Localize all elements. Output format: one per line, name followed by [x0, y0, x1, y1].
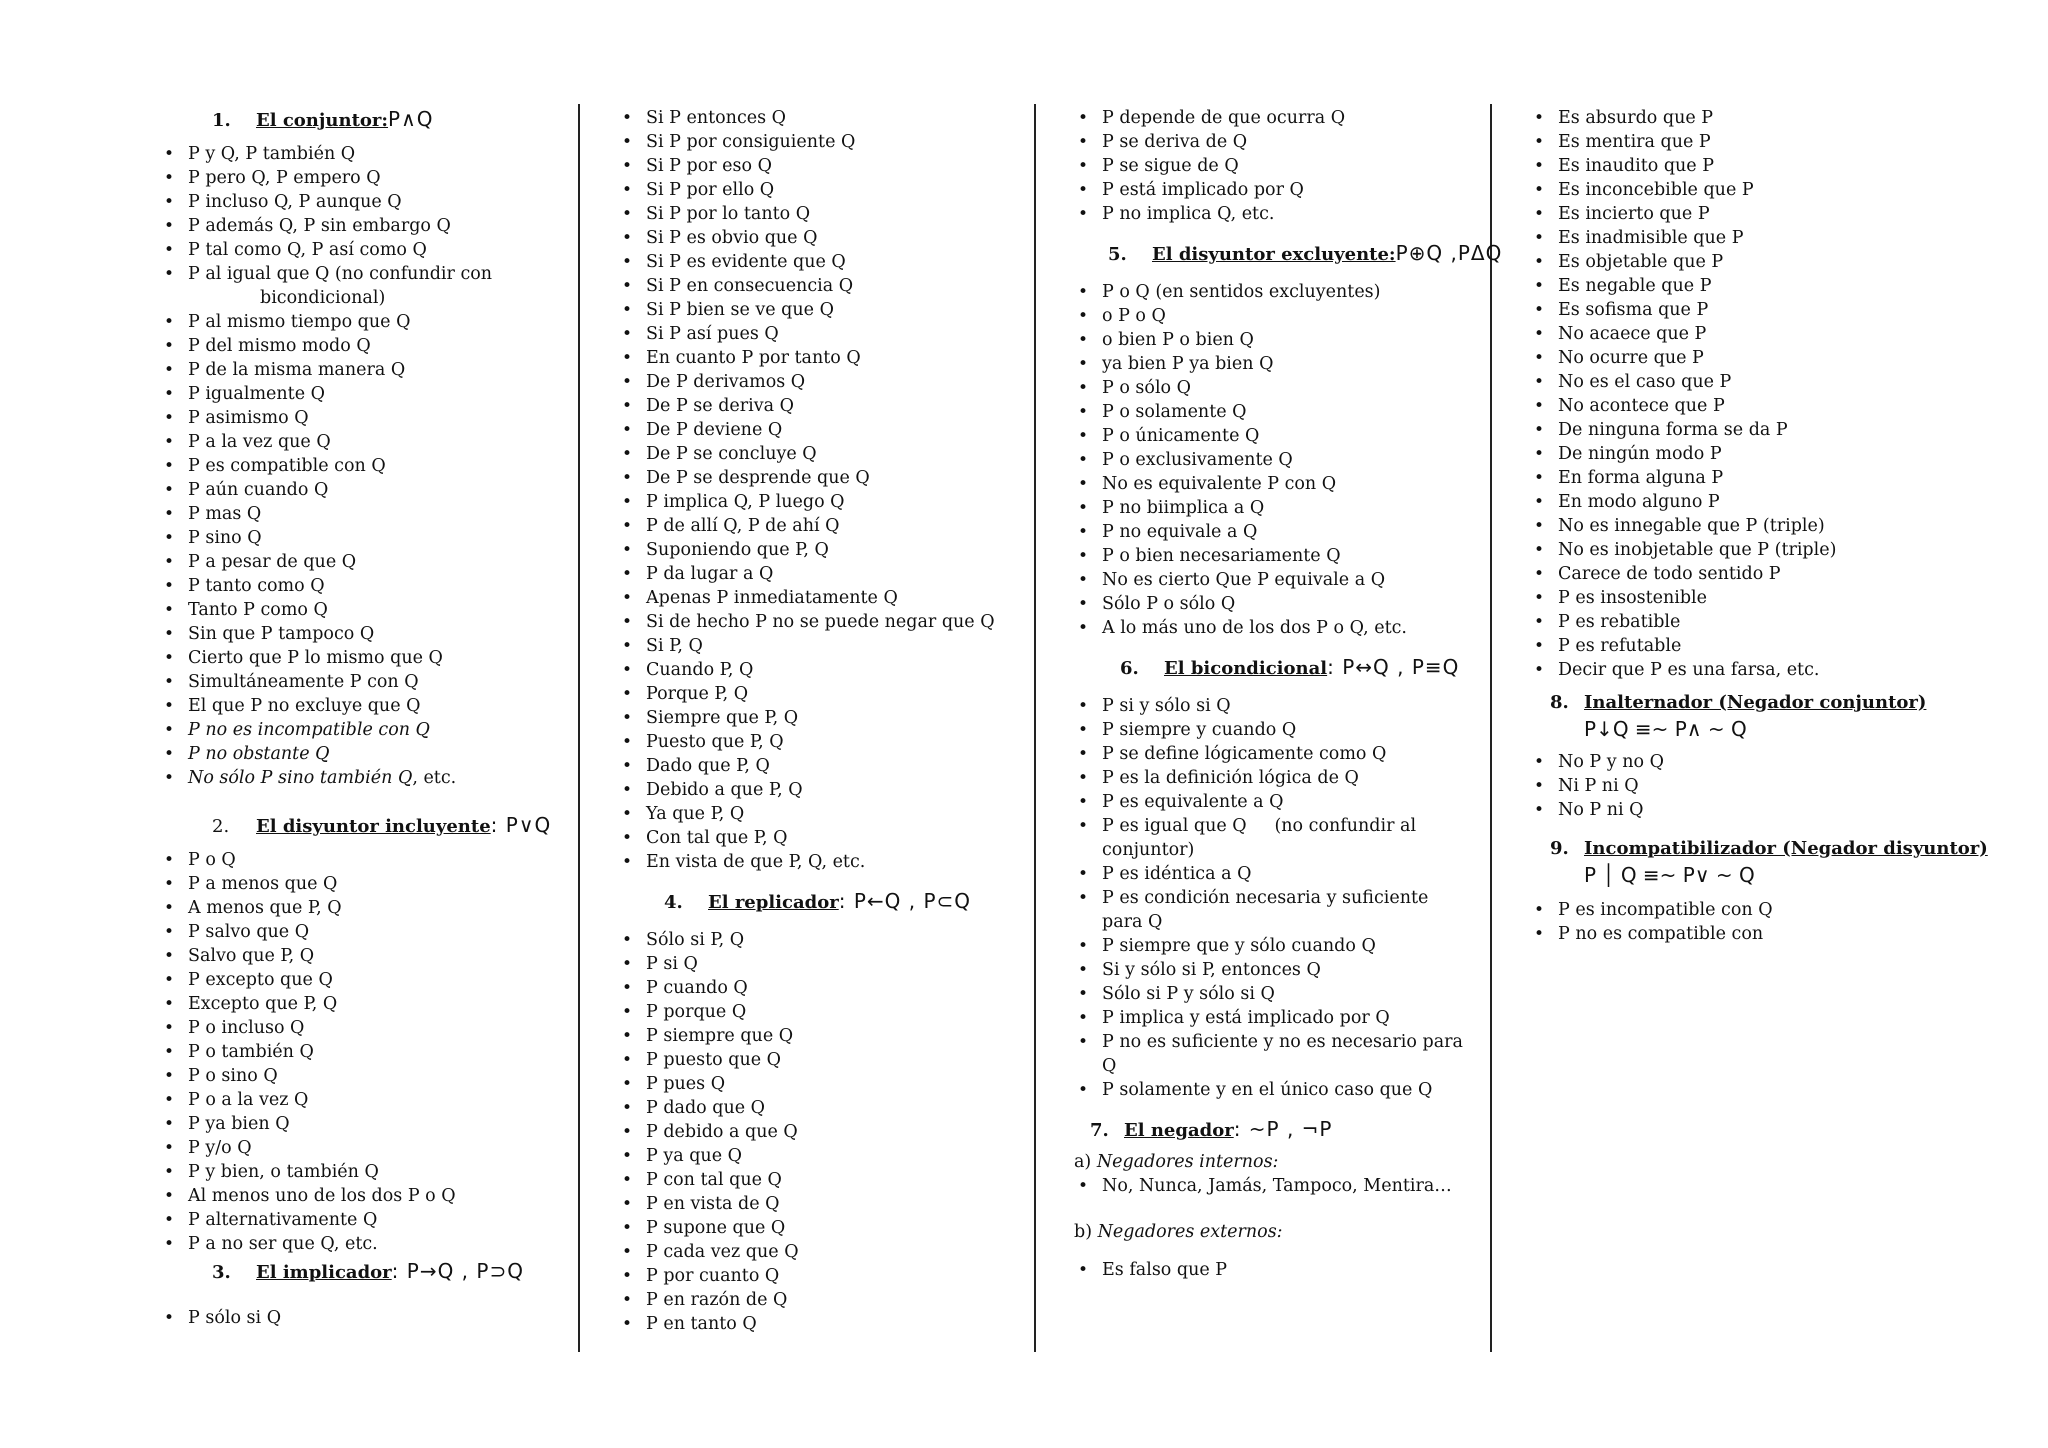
list-item: • Si P entonces Q	[618, 106, 1018, 130]
list-item: • De P se desprende que Q	[618, 466, 1018, 490]
list-item: • P debido a que Q	[618, 1120, 1018, 1144]
list-item: • P o a la vez Q	[160, 1088, 560, 1112]
list-item-continuation: Q	[1102, 1056, 1117, 1076]
list-item: • P de allí Q, P de ahí Q	[618, 514, 1018, 538]
list-item: • P en vista de Q	[618, 1192, 1018, 1216]
list-item: • P además Q, P sin embargo Q	[160, 214, 560, 238]
section-number: 5.	[1108, 244, 1127, 265]
list-item: • De P se deriva Q	[618, 394, 1018, 418]
list-item: • Es negable que P	[1530, 274, 1990, 298]
list-item: • P o también Q	[160, 1040, 560, 1064]
list-item: • De ninguna forma se da P	[1530, 418, 1990, 442]
list-item: • P no implica Q, etc.	[1074, 202, 1474, 226]
list-item: • Si P bien se ve que Q	[618, 298, 1018, 322]
list-inalternador	[1530, 750, 1990, 822]
section-heading-disyuntor-incluyente	[160, 812, 560, 838]
label-text: Negadores externos:	[1097, 1222, 1283, 1242]
list-item-italic-part: No sólo P sino también Q	[188, 768, 413, 788]
list-item: • Cuando P, Q	[618, 658, 1018, 682]
section-heading-conjuntor	[160, 106, 560, 132]
list-item: • P está implicado por Q	[1074, 178, 1474, 202]
list-item: • Si P por consiguiente Q	[618, 130, 1018, 154]
list-item: • P o bien necesariamente Q	[1074, 544, 1474, 568]
list-item: • P no es incompatible con Q	[160, 718, 560, 742]
list-item: • No ocurre que P	[1530, 346, 1990, 370]
list-item: • Es falso que P	[1074, 1258, 1474, 1282]
list-item: • P ya bien Q	[160, 1112, 560, 1136]
list-item: • P sólo si Q	[160, 1306, 560, 1330]
column-3	[1074, 106, 1503, 1282]
list-item: • P implica Q, P luego Q	[618, 490, 1018, 514]
list-implicador-cont	[618, 106, 1018, 874]
section-symbol: : P→Q , P⊃Q	[391, 1259, 524, 1283]
list-item: • P tal como Q, P así como Q	[160, 238, 560, 262]
negadores-internos-label	[1074, 1150, 1474, 1174]
section-heading-implicador	[160, 1258, 560, 1284]
list-item: • P al igual que Q (no confundir con	[160, 262, 560, 286]
section-symbol: P⊕Q ,PΔQ	[1395, 241, 1503, 265]
list-item: • P a pesar de que Q	[160, 550, 560, 574]
list-item: • Cierto que P lo mismo que Q	[160, 646, 560, 670]
list-item: • Es mentira que P	[1530, 130, 1990, 154]
list-item: • P puesto que Q	[618, 1048, 1018, 1072]
list-item: • Decir que P es una farsa, etc.	[1530, 658, 1990, 682]
list-item: • P cada vez que Q	[618, 1240, 1018, 1264]
section-number: 6.	[1120, 658, 1139, 679]
list-item: • Si P es evidente que Q	[618, 250, 1018, 274]
list-item: • Es sofisma que P	[1530, 298, 1990, 322]
list-item: • En modo alguno P	[1530, 490, 1990, 514]
list-replicador	[618, 928, 1018, 1336]
list-item: • P a la vez que Q	[160, 430, 560, 454]
list-item: • P pero Q, P empero Q	[160, 166, 560, 190]
inalternador-formula: P↓Q ≡~ P∧ ~ Q	[1584, 717, 1747, 741]
section-title: El disyuntor incluyente	[256, 816, 491, 837]
section-heading-incompatibilizador	[1530, 836, 1990, 862]
column-divider	[578, 104, 580, 1352]
list-item: • P y/o Q	[160, 1136, 560, 1160]
list-item: • Simultáneamente P con Q	[160, 670, 560, 694]
list-item: • A lo más uno de los dos P o Q, etc.	[1074, 616, 1474, 640]
list-item: • P salvo que Q	[160, 920, 560, 944]
list-item	[160, 766, 560, 790]
list-item: • Excepto que P, Q	[160, 992, 560, 1016]
list-item: • P si y sólo si Q	[1074, 694, 1474, 718]
list-item: • No es el caso que P	[1530, 370, 1990, 394]
section-heading-bicondicional	[1074, 654, 1474, 680]
list-item: • P o Q (en sentidos excluyentes)	[1074, 280, 1474, 304]
list-negadores-externos	[1074, 1258, 1474, 1282]
list-item: • P en razón de Q	[618, 1288, 1018, 1312]
list-item: • P por cuanto Q	[618, 1264, 1018, 1288]
list-item: • P si Q	[618, 952, 1018, 976]
section-number: 7.	[1090, 1120, 1109, 1141]
list-item: • De P deviene Q	[618, 418, 1018, 442]
list-item: • P y Q, P también Q	[160, 142, 560, 166]
list-item: • Es incierto que P	[1530, 202, 1990, 226]
list-item: • P sino Q	[160, 526, 560, 550]
list-item: • P incluso Q, P aunque Q	[160, 190, 560, 214]
list-item-continuation: para Q	[1102, 912, 1163, 932]
list-item: • P asimismo Q	[160, 406, 560, 430]
list-item: • o bien P o bien Q	[1074, 328, 1474, 352]
list-item: • P es incompatible con Q	[1530, 898, 1990, 922]
section-title: El implicador	[256, 1262, 392, 1283]
list-item: • No acaece que P	[1530, 322, 1990, 346]
section-title: El replicador	[708, 892, 839, 913]
list-item: • P porque Q	[618, 1000, 1018, 1024]
list-disyuntor-incluyente	[160, 848, 560, 1256]
list-item: • No, Nunca, Jamás, Tampoco, Mentira…	[1074, 1174, 1474, 1198]
list-item: • P con tal que Q	[618, 1168, 1018, 1192]
list-item: • P o solamente Q	[1074, 400, 1474, 424]
section-heading-replicador	[618, 888, 1018, 914]
list-item: • Si P así pues Q	[618, 322, 1018, 346]
list-item: • Con tal que P, Q	[618, 826, 1018, 850]
label-text: Negadores internos:	[1096, 1152, 1279, 1172]
section-title: El conjuntor:	[256, 110, 389, 131]
list-item: • P o incluso Q	[160, 1016, 560, 1040]
list-item: • Apenas P inmediatamente Q	[618, 586, 1018, 610]
list-item: • Es absurdo que P	[1530, 106, 1990, 130]
list-item: • P al mismo tiempo que Q	[160, 310, 560, 334]
list-item: • P implica y está implicado por Q	[1074, 1006, 1474, 1030]
incompatibilizador-formula: P │ Q ≡~ P∨ ~ Q	[1584, 863, 1755, 887]
list-item: • Sólo si P y sólo si Q	[1074, 982, 1474, 1006]
column-divider	[1034, 104, 1036, 1352]
section-symbol: P∧Q	[388, 107, 434, 131]
list-item: • P igualmente Q	[160, 382, 560, 406]
list-replicador-cont	[1074, 106, 1474, 226]
list-item: • P mas Q	[160, 502, 560, 526]
list-item: • P siempre que y sólo cuando Q	[1074, 934, 1474, 958]
list-incompatibilizador	[1530, 898, 1990, 946]
list-item: • P dado que Q	[618, 1096, 1018, 1120]
list-item: • P siempre y cuando Q	[1074, 718, 1474, 742]
list-item: • P es rebatible	[1530, 610, 1990, 634]
list-item: • P depende de que ocurra Q	[1074, 106, 1474, 130]
list-item: • Es objetable que P	[1530, 250, 1990, 274]
list-item: • P tanto como Q	[160, 574, 560, 598]
section-number: 8.	[1550, 692, 1569, 713]
list-item: • P cuando Q	[618, 976, 1018, 1000]
list-item: • No es cierto Que P equivale a Q	[1074, 568, 1474, 592]
list-item: • P es refutable	[1530, 634, 1990, 658]
section-number: 3.	[212, 1262, 231, 1283]
label-prefix: b)	[1074, 1222, 1098, 1242]
list-item: • De P derivamos Q	[618, 370, 1018, 394]
section-heading-negador	[1074, 1116, 1474, 1142]
section-title: El bicondicional	[1164, 658, 1328, 679]
list-item: • De ningún modo P	[1530, 442, 1990, 466]
list-item: • Sólo P o sólo Q	[1074, 592, 1474, 616]
list-item: • P es insostenible	[1530, 586, 1990, 610]
list-item: • Porque P, Q	[618, 682, 1018, 706]
list-item: • P o sino Q	[160, 1064, 560, 1088]
list-item: • P no es suficiente y no es necesario para	[1074, 1030, 1474, 1054]
list-item: • Si P por ello Q	[618, 178, 1018, 202]
list-item: • Carece de todo sentido P	[1530, 562, 1990, 586]
list-item: • P o exclusivamente Q	[1074, 448, 1474, 472]
list-item: • Sin que P tampoco Q	[160, 622, 560, 646]
list-bicondicional	[1074, 694, 1474, 1102]
list-item: • No P ni Q	[1530, 798, 1990, 822]
list-item: • Sólo si P, Q	[618, 928, 1018, 952]
list-item: • P es la definición lógica de Q	[1074, 766, 1474, 790]
list-item: • P en tanto Q	[618, 1312, 1018, 1336]
section-symbol: : P∨Q	[490, 813, 552, 837]
list-item: • En vista de que P, Q, etc.	[618, 850, 1018, 874]
list-item: • Debido a que P, Q	[618, 778, 1018, 802]
list-item: • Si P por eso Q	[618, 154, 1018, 178]
list-item: • No P y no Q	[1530, 750, 1990, 774]
list-item: • Ni P ni Q	[1530, 774, 1990, 798]
list-item: • P supone que Q	[618, 1216, 1018, 1240]
list-item: • En cuanto P por tanto Q	[618, 346, 1018, 370]
list-item: • Es inconcebible que P	[1530, 178, 1990, 202]
list-item: • P solamente y en el único caso que Q	[1074, 1078, 1474, 1102]
list-negador-cont	[1530, 106, 1990, 682]
list-item: • Si P es obvio que Q	[618, 226, 1018, 250]
list-item: • P no obstante Q	[160, 742, 560, 766]
section-number: 1.	[212, 110, 231, 131]
list-item-continuation: bicondicional)	[260, 288, 386, 308]
list-item: • P a menos que Q	[160, 872, 560, 896]
list-item: • P excepto que Q	[160, 968, 560, 992]
list-item: • De P se concluye Q	[618, 442, 1018, 466]
list-item: • P es compatible con Q	[160, 454, 560, 478]
list-item: • P es equivalente a Q	[1074, 790, 1474, 814]
list-item: • P o sólo Q	[1074, 376, 1474, 400]
list-item: • P pues Q	[618, 1072, 1018, 1096]
list-item: • Salvo que P, Q	[160, 944, 560, 968]
list-item: • Suponiendo que P, Q	[618, 538, 1018, 562]
list-item: • P no es compatible con	[1530, 922, 1990, 946]
section-heading-disyuntor-excluyente	[1074, 240, 1503, 266]
list-item: • No acontece que P	[1530, 394, 1990, 418]
list-item: • Ya que P, Q	[618, 802, 1018, 826]
list-item: • Si de hecho P no se puede negar que Q	[618, 610, 1018, 634]
list-item: • P da lugar a Q	[618, 562, 1018, 586]
list-item: • P siempre que Q	[618, 1024, 1018, 1048]
column-2	[618, 106, 1018, 1336]
list-item: • Es inadmisible que P	[1530, 226, 1990, 250]
section-number: 2.	[212, 816, 230, 837]
section-title: Inalternador (Negador conjuntor)	[1584, 692, 1927, 713]
list-item: • No es innegable que P (triple)	[1530, 514, 1990, 538]
list-negadores-internos	[1074, 1174, 1474, 1198]
list-item: • Dado que P, Q	[618, 754, 1018, 778]
list-item: • En forma alguna P	[1530, 466, 1990, 490]
section-number: 9.	[1550, 838, 1569, 859]
list-item: • o P o Q	[1074, 304, 1474, 328]
section-symbol: : P↔Q , P≡Q	[1327, 655, 1460, 679]
section-heading-inalternador	[1530, 690, 1990, 716]
section-symbol: : ~P , ¬P	[1233, 1117, 1333, 1141]
section-title: El disyuntor excluyente:	[1152, 244, 1396, 265]
section-title: Incompatibilizador (Negador disyuntor)	[1584, 838, 1988, 859]
list-item: • P es condición necesaria y suficiente	[1074, 886, 1474, 910]
list-item: • P de la misma manera Q	[160, 358, 560, 382]
list-item: • El que P no excluye que Q	[160, 694, 560, 718]
section-title: El negador	[1124, 1120, 1234, 1141]
list-item: • A menos que P, Q	[160, 896, 560, 920]
list-item: • Si y sólo si P, entonces Q	[1074, 958, 1474, 982]
list-item: • No es inobjetable que P (triple)	[1530, 538, 1990, 562]
list-item: • P a no ser que Q, etc.	[160, 1232, 560, 1256]
list-item: • Si P por lo tanto Q	[618, 202, 1018, 226]
column-divider	[1490, 104, 1492, 1352]
column-1	[160, 106, 560, 1330]
list-item: • ya bien P ya bien Q	[1074, 352, 1474, 376]
list-item: • P ya que Q	[618, 1144, 1018, 1168]
list-item: • P del mismo modo Q	[160, 334, 560, 358]
section-number: 4.	[664, 892, 683, 913]
section-symbol: : P←Q , P⊂Q	[838, 889, 972, 913]
list-item: • P o Q	[160, 848, 560, 872]
column-4	[1530, 106, 1990, 946]
list-item: • P es igual que Q (no confundir al	[1074, 814, 1474, 838]
list-item: • P es idéntica a Q	[1074, 862, 1474, 886]
list-item: • P se sigue de Q	[1074, 154, 1474, 178]
list-item: • Puesto que P, Q	[618, 730, 1018, 754]
list-item: • Tanto P como Q	[160, 598, 560, 622]
negadores-externos-label	[1074, 1220, 1474, 1244]
list-item: • P no equivale a Q	[1074, 520, 1474, 544]
list-item: • P no biimplica a Q	[1074, 496, 1474, 520]
list-item: • Siempre que P, Q	[618, 706, 1018, 730]
list-item: • P o únicamente Q	[1074, 424, 1474, 448]
list-implicador	[160, 1306, 560, 1330]
list-item: • Si P en consecuencia Q	[618, 274, 1018, 298]
list-item: • Al menos uno de los dos P o Q	[160, 1184, 560, 1208]
list-item: • P alternativamente Q	[160, 1208, 560, 1232]
list-item: • P aún cuando Q	[160, 478, 560, 502]
list-item: • P se deriva de Q	[1074, 130, 1474, 154]
list-conjuntor	[160, 142, 560, 790]
list-item-suffix: , etc.	[412, 768, 457, 788]
list-disyuntor-excluyente	[1074, 280, 1474, 640]
list-item: • Si P, Q	[618, 634, 1018, 658]
list-item-continuation: conjuntor)	[1102, 840, 1195, 860]
list-item: • Es inaudito que P	[1530, 154, 1990, 178]
list-item: • P y bien, o también Q	[160, 1160, 560, 1184]
label-prefix: a)	[1074, 1152, 1097, 1172]
list-item: • No es equivalente P con Q	[1074, 472, 1474, 496]
list-item: • P se define lógicamente como Q	[1074, 742, 1474, 766]
